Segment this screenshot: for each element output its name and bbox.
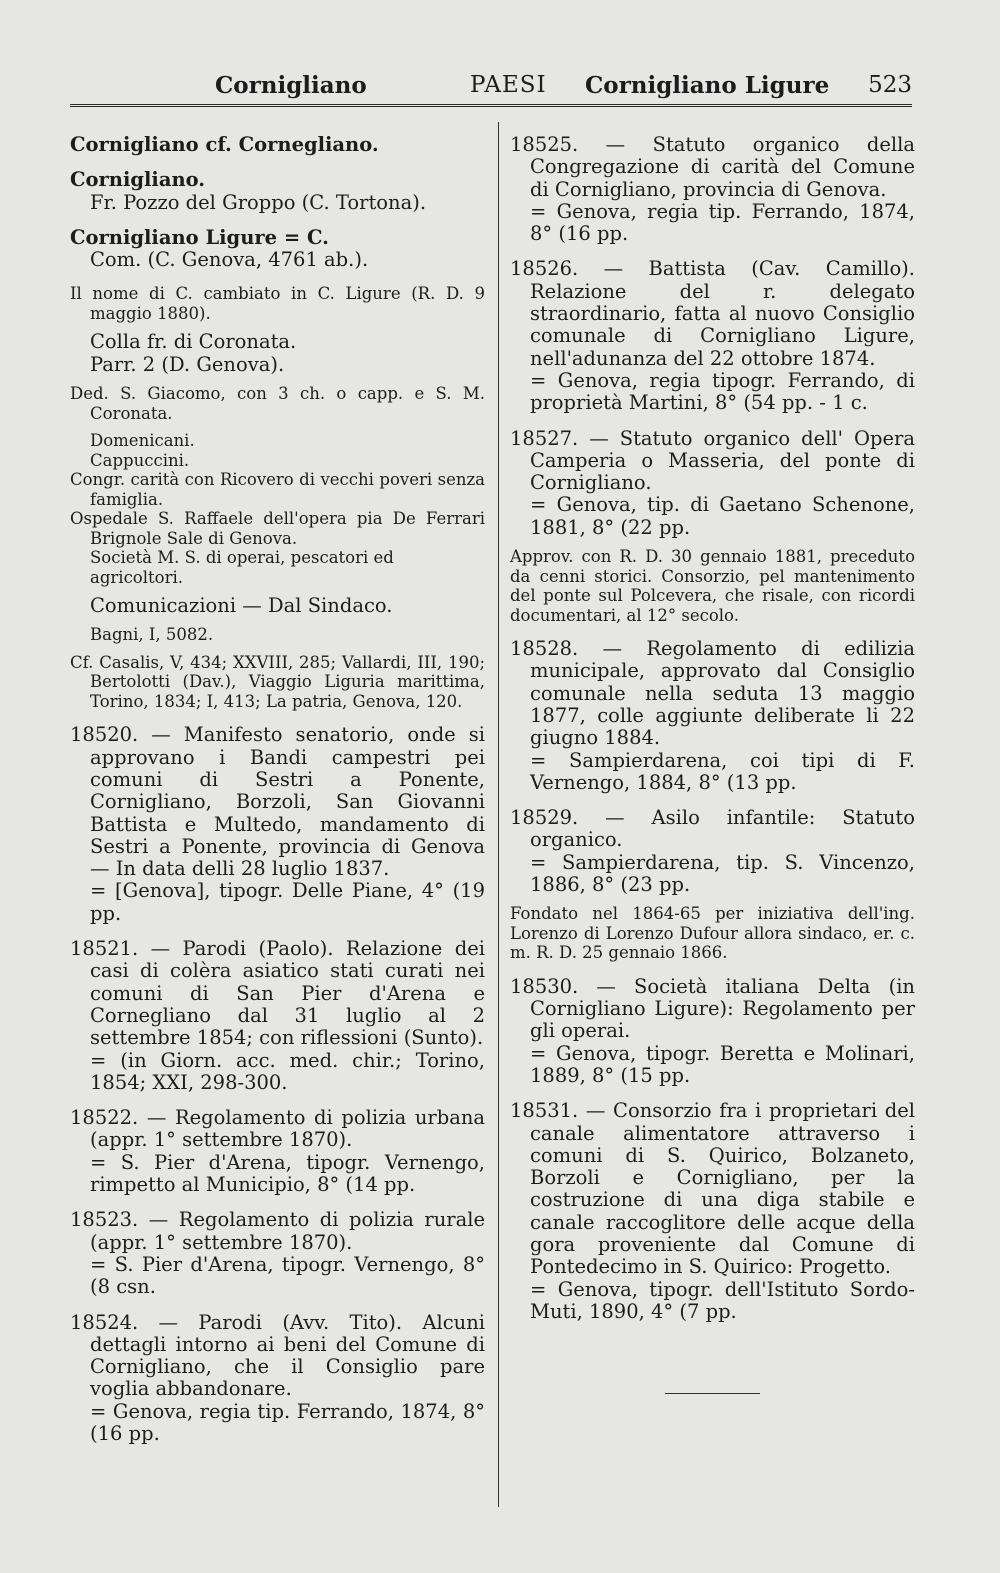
entry-line: Fr. Pozzo del Groppo (C. Tortona).	[90, 190, 427, 214]
note-text: Cappuccini.	[90, 450, 190, 470]
entry-imprint: = Genova, regia tip. Ferrando, 1874, 8° (16 pp.	[90, 1399, 485, 1445]
entry-18530: 18530. — Società italiana Delta (in Cornigliano Ligure): Regolamento per gli operai.	[510, 974, 915, 1043]
column-divider	[498, 122, 499, 1507]
entry-18520: 18520. — Manifesto senatorio, onde si approvano i Bandi campestri pei comuni di Sestri a Ponente, Cornigliano, Borzoli, San Giovanni Battista e Multedo, mandamento di Sestri a Ponente, provincia di Genova — In data delli 28 luglio 1837.	[70, 723, 485, 881]
entry-imprint: = Genova, tipogr. dell'Istituto Sordo-Muti, 1890, 4° (7 pp.	[530, 1277, 915, 1323]
header-left-title: Cornigliano	[215, 72, 367, 99]
entry-18521: 18521. — Parodi (Paolo). Relazione dei casi di colèra asiatico stati curati nei comuni di San Pier d'Arena e Cornegliano dal 31 luglio al 2 settembre 1854; con riflessioni (Sunto).	[70, 937, 485, 1050]
left-column	[70, 134, 485, 1445]
entry-18527: 18527. — Statuto organico dell' Opera Camperia o Masseria, del ponte di Cornigliano.	[510, 426, 915, 495]
entry-heading: Cornigliano cf. Cornegliano.	[70, 133, 379, 156]
entry-imprint: = Sampierdarena, tip. S. Vincenzo, 1886, 8° (23 pp.	[530, 850, 915, 897]
page-number: 523	[868, 72, 912, 98]
end-rule	[665, 1393, 760, 1394]
note-text: Congr. carità con Ricovero di vecchi poveri senza famiglia.	[70, 470, 485, 509]
entry-imprint: = Genova, regia tipogr. Ferrando, di proprietà Martini, 8° (54 pp. - 1 c.	[530, 368, 915, 415]
entry-18523: 18523. — Regolamento di polizia rurale (appr. 1° settembre 1870).	[70, 1208, 485, 1254]
note-text: Ded. S. Giacomo, con 3 ch. o capp. e S. M. Coronata.	[70, 384, 485, 423]
entry-18531: 18531. — Consorzio fra i proprietari del canale alimentatore attraverso i comuni di S. Quirico, Bolzaneto, Borzoli e Cornigliano, per la costruzione di una diga stabile e canale raccoglitore delle acque della gora proveniente dal Comune di Pontedecimo in S. Quirico: Progetto.	[510, 1099, 915, 1279]
note-text: Ospedale S. Raffaele dell'opera pia De Ferrari Brignole Sale di Genova.	[70, 509, 485, 548]
entry-line: Parr. 2 (D. Genova).	[90, 352, 285, 376]
entry-18528: 18528. — Regolamento di edilizia municipale, approvato dal Consiglio comunale nella seduta 13 maggio 1877, colle aggiunte deliberate li 22 giugno 1884.	[510, 637, 915, 750]
entry-imprint: = (in Giorn. acc. med. chir.; Torino, 1854; XXI, 298-300.	[90, 1048, 485, 1094]
right-column	[510, 134, 915, 1323]
entry-18526: 18526. — Battista (Cav. Camillo). Relazione del r. delegato straordinario, fatta al nuovo Consiglio comunale di Cornigliano Ligure, nell'adunanza del 22 ottobre 1874.	[510, 257, 915, 370]
entry-heading: Cornigliano.	[70, 168, 206, 192]
note-text: Fondato nel 1864-65 per iniziativa dell'ing. Lorenzo di Lorenzo Dufour allora sindaco, er. c. m. R. D. 25 gennaio 1866.	[510, 904, 915, 963]
communication-line: Comunicazioni — Dal Sindaco.	[90, 594, 393, 618]
entry-imprint: = S. Pier d'Arena, tipogr. Vernengo, rimpetto al Municipio, 8° (14 pp.	[90, 1150, 485, 1197]
entry-imprint: = Sampierdarena, coi tipi di F. Vernengo, 1884, 8° (13 pp.	[530, 748, 915, 794]
note-text: Bagni, I, 5082.	[90, 625, 214, 645]
entry-18525: 18525. — Statuto organico della Congregazione di carità del Comune di Cornigliano, provincia di Genova.	[510, 133, 915, 201]
entry-line: Colla fr. di Coronata.	[90, 330, 297, 354]
header-right-title: Cornigliano Ligure	[585, 72, 830, 99]
entry-imprint: = Genova, tipogr. Beretta e Molinari, 1889, 8° (15 pp.	[530, 1041, 915, 1087]
entry-heading: Cornigliano Ligure = C.	[70, 225, 329, 249]
entry-line: Com. (C. Genova, 4761 ab.).	[90, 248, 369, 272]
entry-18529: 18529. — Asilo infantile: Statuto organico.	[510, 806, 915, 852]
entry-18524: 18524. — Parodi (Avv. Tito). Alcuni dettagli intorno ai beni del Comune di Cornigliano, che il Consiglio pare voglia abbandonare.	[70, 1310, 485, 1401]
entry-imprint: = Genova, regia tip. Ferrando, 1874, 8° (16 pp.	[530, 199, 915, 246]
page-header	[70, 70, 912, 107]
note-text: Domenicani.	[90, 431, 195, 451]
bibliography-note: Cf. Casalis, V, 434; XXVIII, 285; Vallardi, III, 190; Bertolotti (Dav.), Viaggio Liguria marittima, Torino, 1834; I, 413; La patria, Genova, 120.	[70, 652, 485, 711]
note-text: Approv. con R. D. 30 gennaio 1881, preceduto da cenni storici. Consorzio, pel mantenimento del ponte sul Polcevera, che risale, con ricordi documentari, al 12° secolo.	[510, 547, 915, 625]
entry-imprint: = [Genova], tipogr. Delle Piane, 4° (19 pp.	[90, 879, 485, 925]
header-section: PAESI	[470, 72, 547, 98]
entry-18522: 18522. — Regolamento di polizia urbana (appr. 1° settembre 1870).	[70, 1106, 485, 1152]
entry-imprint: = Genova, tip. di Gaetano Schenone, 1881, 8° (22 pp.	[530, 493, 915, 539]
entry-imprint: = S. Pier d'Arena, tipogr. Vernengo, 8° (8 csn.	[90, 1252, 485, 1299]
note-text: Società M. S. di operai, pescatori ed agricoltori.	[90, 548, 394, 587]
note-text: Il nome di C. cambiato in C. Ligure (R. D. 9 maggio 1880).	[70, 284, 485, 323]
